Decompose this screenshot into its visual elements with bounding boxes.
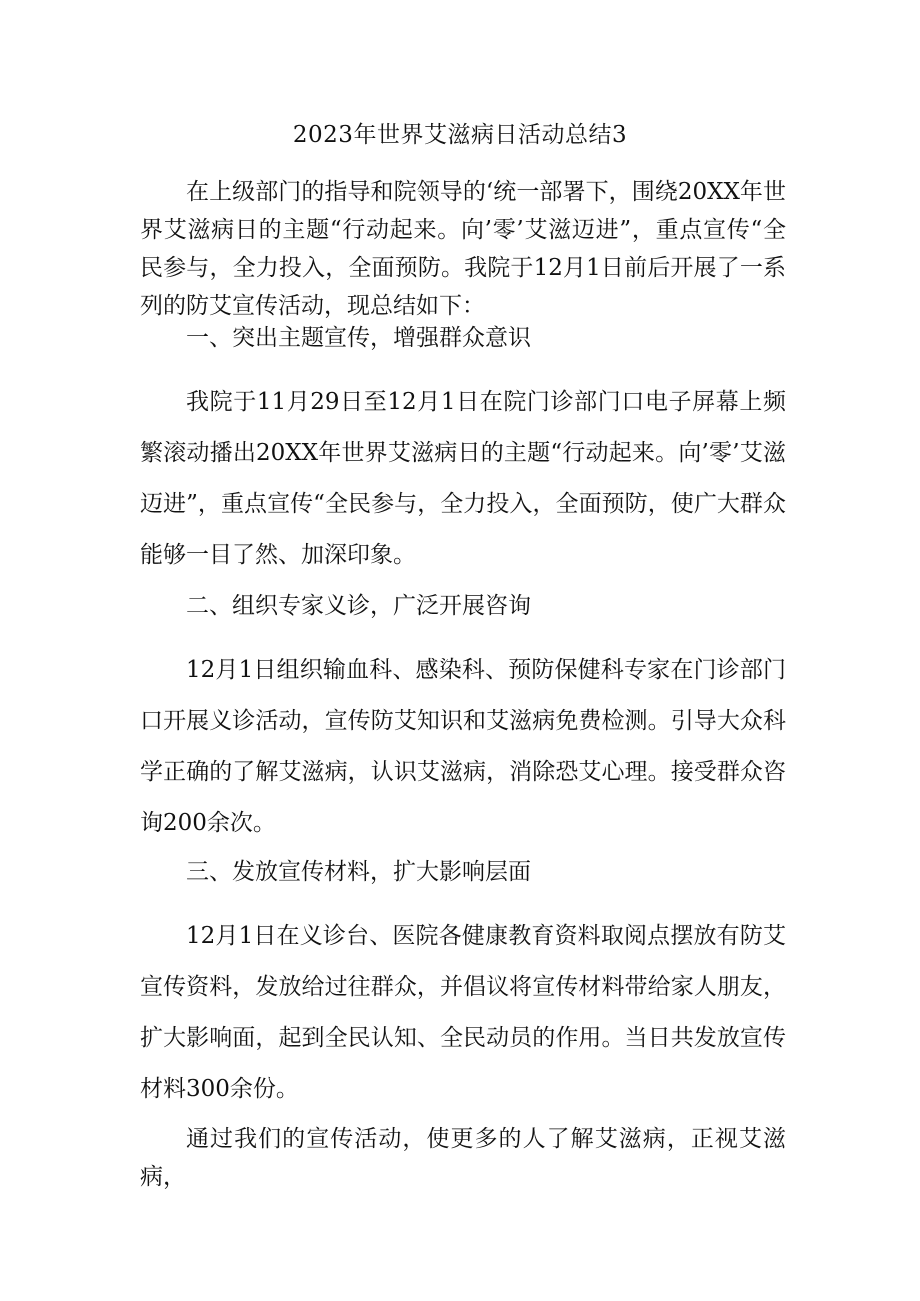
section-3-body: 12月1日在义诊台、医院各健康教育资料取阅点摆放有防艾宣传资料，发放给过往群众，并倡议将宣传材料带给家人朋友，扩大影响面，起到全民认知、全民动员的作用。当日共发放宣传材料300余份。 <box>140 923 786 1102</box>
document-title: 2023年世界艾滋病日活动总结3 <box>292 122 628 148</box>
section-3-heading: 三、发放宣传材料，扩大影响层面 <box>186 859 531 885</box>
section-2-body: 12月1日组织输血科、感染科、预防保健科专家在门诊部门口开展义诊活动，宣传防艾知识和艾滋病免费检测。引导大众科学正确的了解艾滋病，认识艾滋病，消除恐艾心理。接受群众咨询200余次。 <box>140 657 786 836</box>
section-2-heading: 二、组织专家义诊，广泛开展咨询 <box>186 593 531 619</box>
closing-paragraph: 通过我们的宣传活动，使更多的人了解艾滋病，正视艾滋病， <box>140 1126 786 1190</box>
intro-paragraph: 在上级部门的指导和院领导的‘统一部署下，围绕20XX年世界艾滋病日的主题“行动起来。向’零’艾滋迈进”，重点宣传“全民参与，全力投入，全面预防。我院于12月1日前后开展了一系列的防艾宣传活动，现总结如下： <box>140 179 786 319</box>
section-1-body: 我院于11月29日至12月1日在院门诊部门口电子屏幕上频繁滚动播出20XX年世界艾滋病日的主题“行动起来。向’零’艾滋迈进”，重点宣传“全民参与，全力投入，全面预防，使广大群众能够一目了然、加深印象。 <box>140 389 786 568</box>
section-1-heading: 一、突出主题宣传，增强群众意识 <box>186 325 531 351</box>
